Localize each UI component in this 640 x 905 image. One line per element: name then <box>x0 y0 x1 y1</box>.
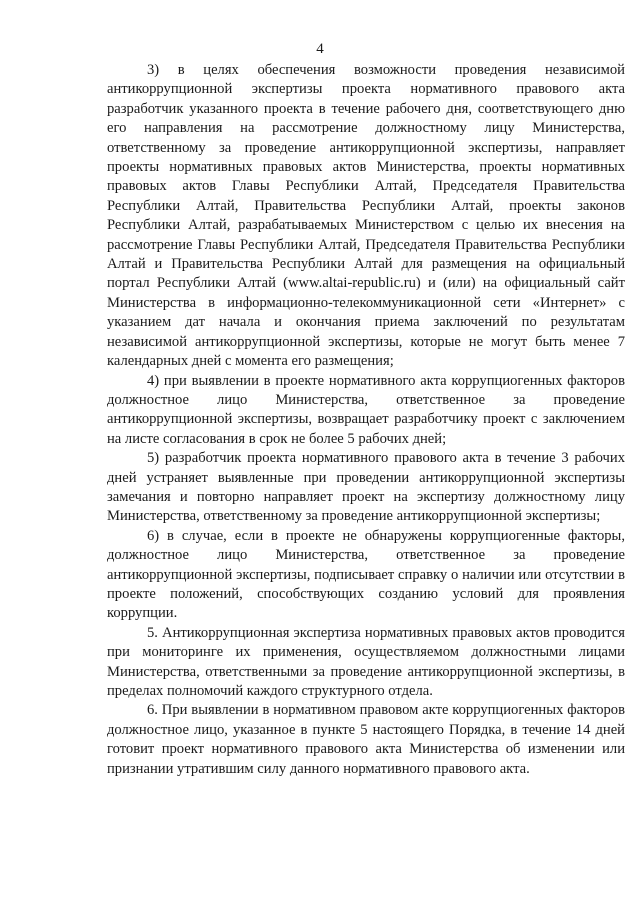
paragraph-item-3: 3) в целях обеспечения возможности проведения независимой антикоррупционной экспертизы проекта нормативного правового акта разработчик указанного проекта в течение рабочего дня, соответствующего дню его направления на рассмотрение должностному лицу Министерства, ответственному за проведение антикоррупционной экспертизы, направляет проекты нормативных правовых актов Министерства, проекты нормативных правовых актов Главы Республики Алтай, Председателя Правительства Республики Алтай, Правительства Республики Алтай, проекты законов Республики Алтай, разрабатываемых Министерством с целью их внесения на рассмотрение Главы Республики Алтай, Председателя Правительства Республики Алтай и Правительства Республики Алтай для размещения на официальный портал Республики Алтай (www.altai-republic.ru) и (или) на официальный сайт Министерства в информационно-телекоммуникационной сети «Интернет» с указанием дат начала и окончания приема заключений по результатам независимой антикоррупционной экспертизы, которые не могут быть менее 7 календарных дней с момента его размещения; <box>107 62 625 370</box>
paragraph-item-6: 6) в случае, если в проекте не обнаружены коррупциогенные факторы, должностное лицо Министерства, ответственное за проведение антикоррупционной экспертизы, подписывает справку о наличии или отсутствии в проекте положений, способствующих созданию условий для проявления коррупции. <box>107 527 625 622</box>
paragraph-item-5: 5) разработчик проекта нормативного правового акта в течение 3 рабочих дней устраняет выявленные при проведении антикоррупционной экспертизы замечания и повторно направляет проект на экспертизу должностному лицу Министерства, ответственному за проведение антикоррупционной экспертизы; <box>107 450 625 525</box>
paragraph-item-4: 4) при выявлении в проекте нормативного акта коррупциогенных факторов должностное лицо Министерства, ответственное за проведение антикоррупционной экспертизы, возвращает разработчику проект с заключением на листе согласования в срок не более 5 рабочих дней; <box>107 372 625 447</box>
paragraph-section-5: 5. Антикоррупционная экспертиза нормативных правовых актов проводится при мониторинге их применения, осуществляемом должностными лицами Министерства, ответственными за проведение антикоррупционной экспертизы, в пределах полномочий каждого структурного отдела. <box>107 624 625 699</box>
page-number: 4 <box>316 41 324 57</box>
document-body <box>107 61 625 779</box>
paragraph-section-6: 6. При выявлении в нормативном правовом акте коррупциогенных факторов должностное лицо, указанное в пункте 5 настоящего Порядка, в течение 14 дней готовит проект нормативного правового акта Министерства об изменении или признании утратившим силу данного нормативного правового акта. <box>107 702 625 777</box>
